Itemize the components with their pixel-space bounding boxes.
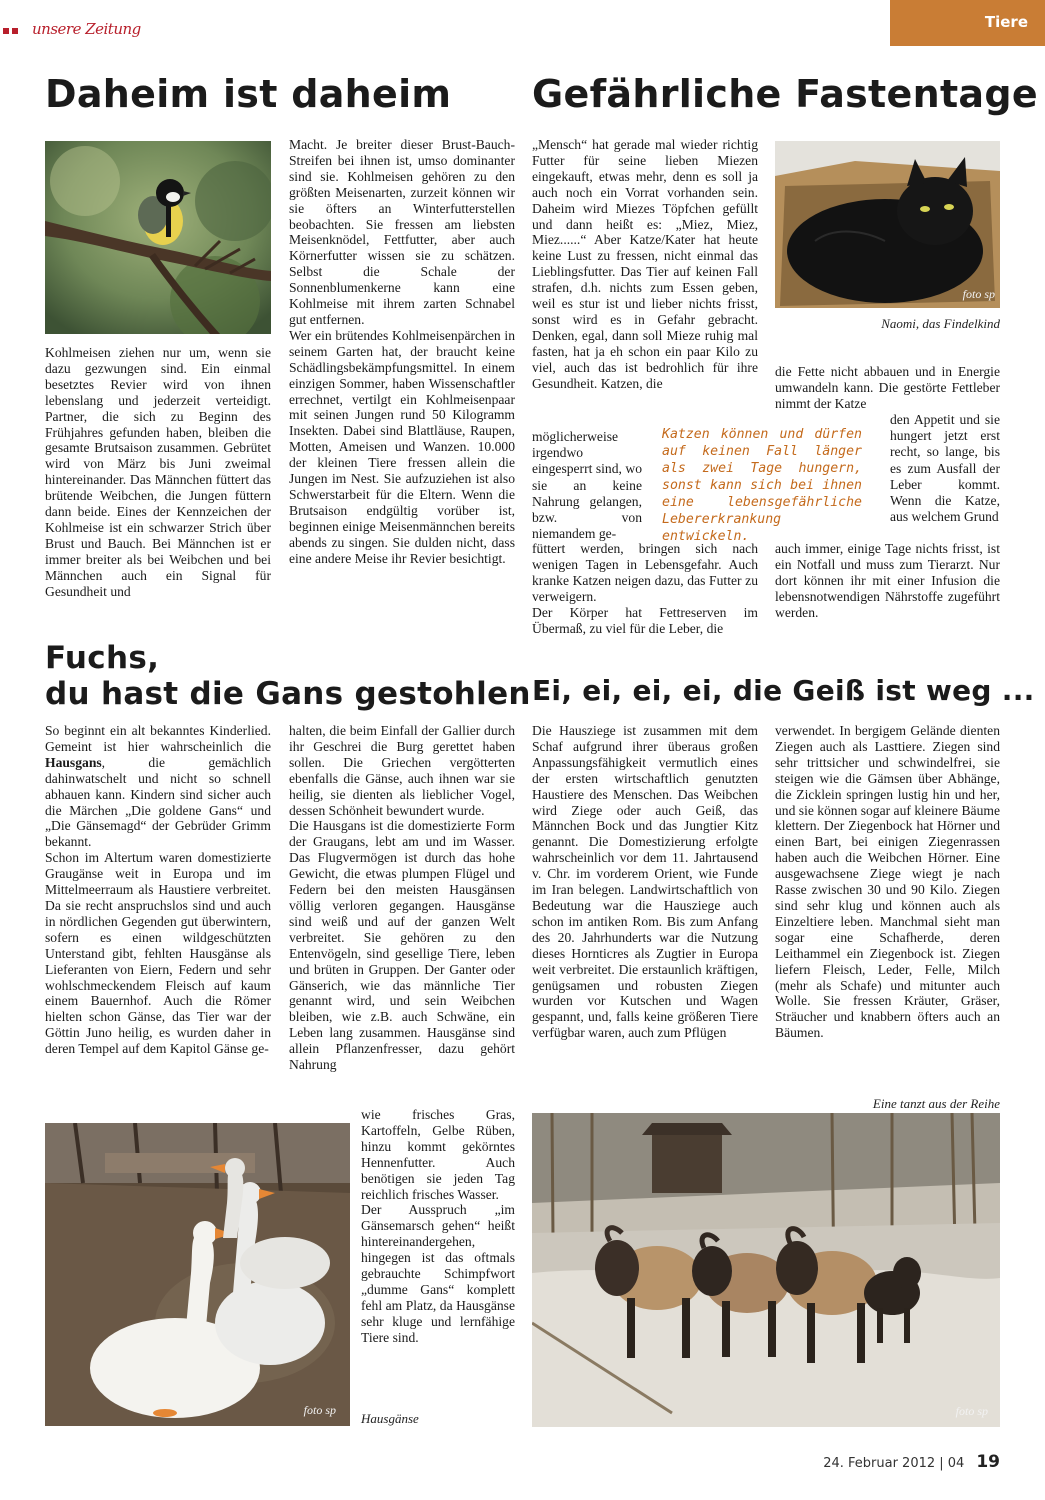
gaense-photo-caption: Hausgänse (361, 1411, 419, 1426)
gans-col2 (289, 723, 515, 1073)
headline-ziege: Ei, ei, ei, ei, die Geiß ist weg ... (532, 674, 1035, 707)
meise-col2 (289, 137, 515, 566)
logo-square-2 (12, 28, 18, 34)
meise-col1: Kohlmeisen ziehen nur um, wenn sie dazu gezwungen sind. Ein einmal besetztes Revier wird von ihnen lebenslang und jederzeit verteidigt. Partner, die sich zu Beginn des Frühjahres gefunden haben, bleiben die gesamte Brutsaison zusammen. Gebrütet wird von März bis Juni zweimal hintereinander. Das Männchen füttert das brütende Weibchen, die Jungen füttern dann beide. Eines der Kennzeichen der Kohlmeise ist ein schwarzer Strich über Brust und Bauch. Bei Männchen ist er immer breiter als bei Weibchen und bei Männchen auch ein Signal für Gesundheit und (45, 345, 271, 599)
katze-col1-para-d: Der Körper hat Fettreserven im Übermaß, zu viel für die Leber, die (532, 604, 758, 636)
gans-keyword: Hausgans (45, 754, 102, 770)
gans-col1 (45, 723, 271, 1057)
katze-image (775, 141, 1000, 308)
meise-col2-para2: Wer ein brütendes Kohlmeisenpärchen in seinem Garten hat, der braucht keine Schädlingsbekämpfungsmittel. In einem einzigen Sommer, haben Wissenschaftler errechnet, vertilgt ein Kohlmeisenpaar mit seinen Jungen rund 50 Kilogramm Insekten. Dabei sind Blattläuse, Raupen, Motten, Ameisen und Wanzen. 10.000 der kleinen Tiere fressen allein die Jungen im Nest. Sie aufzuziehen ist also Schwerstarbeit für die Eltern. Wenn die Brutsaison endgültig vorüber ist, beginnen einige Meisenmännchen bereits abends zu singen. Sie dulden nicht, dass eine andere Meise ihr Revier besichtigt. (289, 327, 515, 566)
ziegen-photo-credit: foto sp (955, 1404, 988, 1418)
gans-col1-para2: Schon im Altertum waren domestizierte Graugänse weit in Europa und im Mittelmeerraum als Haustiere verbreitet. Da sie recht anspruchslos sind und auch in nördlichen Gegenden gut überwintern, sofern es einen wildgeschützten Unterstand gibt, fehlten Hausgänse als Lieferanten von Eiern, Federn und sehr wohlschmeckendem Fleisch auf kaum einem Bauernhof. Auch die Römer hielten schon Gänse, das Tier war der Göttin Juno heilig, es wurden daher in deren Tempel auf dem Kapitol Gänse ge- (45, 850, 271, 1057)
photo-kohlmeise (45, 141, 271, 334)
gans-col2-para1: halten, die beim Einfall der Gallier durch ihr Geschrei die Burg gerettet haben sollen. Die Griechen vergötterten ebenfalls die Gänse, auch ihnen war sie heilig, sie dienten als lieblicher Vogel, dessen Schönheit bewundert wurde. (289, 723, 515, 818)
headline-gans-line2: du hast die Gans gestohlen (45, 676, 531, 712)
meise-col2-para1: Macht. Je breiter dieser Brust-Bauch-Streifen bei ihnen ist, umso dominanter sind sie. Kohlmeisen gehören zu den größten Meisenarten, zurzeit können wir sie öfters an Winterfutterstellen beobachten. Sie fressen am liebsten Meisenknödel, Fettfutter, aber auch Körnerfutter wissen sie zu schätzen. Selbst die Schale der Sonnenblumenkerne kann eine Kohlmeise mit ihrem zarten Schnabel gut entfernen. (289, 137, 515, 327)
photo-gaense (45, 1123, 350, 1426)
logo-square-1 (3, 28, 9, 34)
gans-col1-para1 (45, 723, 271, 850)
gans-intro-rest: , die gemächlich dahinwatschelt und nicht so schnell abhauen kann. Kindern sind sicher auch die Märchen „Die goldene Gans“ und „Die Gänsemagd“ der Gebrüder Grimm bekannt. (45, 754, 271, 850)
gaense-image (45, 1123, 350, 1426)
headline-katze: Gefährliche Fastentage (532, 72, 1038, 116)
katze-col2-right-narrow: den Appetit und sie hungert jetzt erst recht, so lange, bis es zum Ausfall der Leber kommt. Wenn die Katze, aus welchem Grund (890, 412, 1000, 525)
gans-col2-para2: Die Hausgans ist die domestizierte Form der Graugans, lebt am und im Wasser. Das Flugvermögen ist durch das hohe Gewicht, die etwas plumpen Flügel und Federn bei den meisten Hausgänsen völlig verloren gegangen. Hausgänse sind weiß und auf der ganzen Welt verbreitet. Sie gehören zu den Entenvögeln, sind gesellige Tiere, leben und brüten in Gruppen. Der Ganter oder Gänserich, wie das männliche Tier genannt wird, und sein Weibchen bleiben, wie z.B. auch Schwäne, ein Leben lang zusammen. Hausgänse sind allein Pflanzenfresser, dazu gehört Nahrung (289, 818, 515, 1073)
ziege-col1: Die Hausziege ist zusammen mit dem Schaf aufgrund ihrer überaus großen Anpassungsfähigkeit vermutlich eines der ersten wirtschaftlich genutzten Haustiere des Menschen. Das Weibchen wird Ziege oder auch Geiß, das Männchen Bock und das Jungtier Kitz genannt. Die Domestizierung erfolgte wahrscheinlich vor dem 11. Jahrtausend v. Chr. im vorderem Orient, wie Funde im Iran belegen. Landwirtschaftlich von Bedeutung war die Hausziege auch schon im antiken Rom. Bis zum Anfang des 20. Jahrhunderts war die Nutzung dieses Hornticres als Zugtier in Europa weit verbreitet. Die erstaunlich kräftigen, genügsamen und robusten Ziegen wurden vor Kutschen und Wagen gespannt, und, falls keine größeren Tiere verfügbar waren, auch zum Pflügen (532, 723, 758, 1041)
gans-intro-text: So beginnt ein alt bekanntes Kinderlied. Gemeint ist hier wahrscheinlich die (45, 723, 271, 754)
katze-col1-left-narrow: möglicherweise irgendwo eingesperrt sind, wo sie an keine Nahrung gelangen, bzw. von niemandem ge- (532, 429, 642, 542)
ziegen-photo-caption: Eine tanzt aus der Reihe (872, 1096, 1000, 1111)
headline-meise: Daheim ist daheim (45, 72, 452, 116)
logo-text: unsere Zeitung (32, 20, 141, 38)
katze-col1-para-c: füttert werden, bringen sich nach wenigen Tagen in Lebensgefahr. Auch kranke Katzen neigen dazu, das Futter zu verweigern. (532, 541, 758, 604)
katze-pull-quote: Katzen können und dürfen auf keinen Fall länger als zwei Tage hungern, sonst kann sich bei ihnen eine lebensgefährliche Lebererkrankung entwickeln. (662, 427, 862, 544)
katze-col2-top: die Fette nicht abbauen und in Energie umwandeln kann. Die gestörte Fettleber nimmt der Katze (775, 364, 1000, 411)
section-label: Tiere (984, 13, 1028, 31)
section-tab (890, 0, 1045, 46)
page-header (0, 0, 1045, 46)
katze-photo-caption: Naomi, das Findelkind (881, 316, 1000, 331)
gans-col2-para4: Der Ausspruch „im Gänsemarsch gehen“ heißt hintereinandergehen, hingegen ist das oftmals gebrauchte Schimpfwort „dumme Gans“ komplett fehl am Platz, da Hausgänse sehr kluge und lernfähige Tiere sind. (361, 1202, 515, 1345)
katze-col1-bottom (532, 541, 758, 636)
katze-col2-bottom: auch immer, einige Tage nichts frisst, ist ein Notfall und muss zum Tierarzt. Nur dort können ihr mit einer Infusion die lebensnotwendigen Nährstoffe zugeführt werden. (775, 541, 1000, 620)
headline-gans (45, 640, 531, 712)
photo-ziegen (532, 1113, 1000, 1427)
gaense-photo-credit: foto sp (303, 1403, 336, 1417)
gans-col2-para3: wie frisches Gras, Kartoffeln, Gelbe Rüben, hinzu kommt gekörntes Hennenfutter. Auch benötigen sie jeden Tag reichlich frisches Wasser. (361, 1107, 515, 1202)
ziege-col2: verwendet. In bergigem Gelände dienten Ziegen auch als Lasttiere. Ziegen sind sehr trittsicher und schwindelfrei, sie steigen wie die Gämsen über Abhänge, die Zicklein springen lustig hin und her, und sie können sogar auf kleinere Bäume klettern. Der Ziegenbock hat Hörner und einen Bart, bei einigen Ziegenrassen haben auch die Weibchen Hörner. Eine ausgewachsene Ziege wiegt je nach Rasse zwischen 30 und 90 Kilo. Ziegen sind sehr klug und können auch als Einzeltiere leben. Manchmal sieht man sogar eine Schafherde, deren Leithammel ein Ziegenbock ist. Ziegen liefern Fleisch, Leder, Felle, Milch (mehr als Schafe) und mitunter auch Wolle. Sie fressen Kräuter, Gräser, Sträucher und knabbern öfters auch an Bäumen. (775, 723, 1000, 1041)
photo-katze (775, 141, 1000, 308)
katze-col1-top: „Mensch“ hat gerade mal wieder richtig Futter für seine lieben Miezen eingekauft, etwas mehr, denn es soll ja auch noch ein Vorrat vorhanden sein. Daheim wird Miezes Töpfchen gefüllt und dann heißt es: „Miez, Miez, Miez......“ Aber Katze/Kater hat heute keine Lust zu fressen, nicht einmal das Lieblingsfutter. Das Tier auf keinen Fall strafen, d.h. nichts zum Essen geben, weil es stur ist und lieber nichts frisst, sonst wird es in Gefahr gebracht. Denken, egal, dann soll Mieze ruhig mal fasten, hat ja eh schon ein paar Kilo zu viel, auch das ist bedrohlich für ihre Gesundheit. Katzen, die (532, 137, 758, 391)
issue-date: 24. Februar 2012 | 04 (823, 1456, 965, 1471)
katze-photo-credit: foto sp (962, 287, 995, 301)
page-number: 19 (976, 1452, 1000, 1472)
logo-marks (3, 28, 27, 34)
kohlmeise-image (45, 141, 271, 334)
gans-col2-narrow (361, 1107, 515, 1346)
ziegen-image (532, 1113, 1000, 1427)
page-footer (700, 1452, 1000, 1476)
headline-gans-line1: Fuchs, (45, 640, 160, 676)
